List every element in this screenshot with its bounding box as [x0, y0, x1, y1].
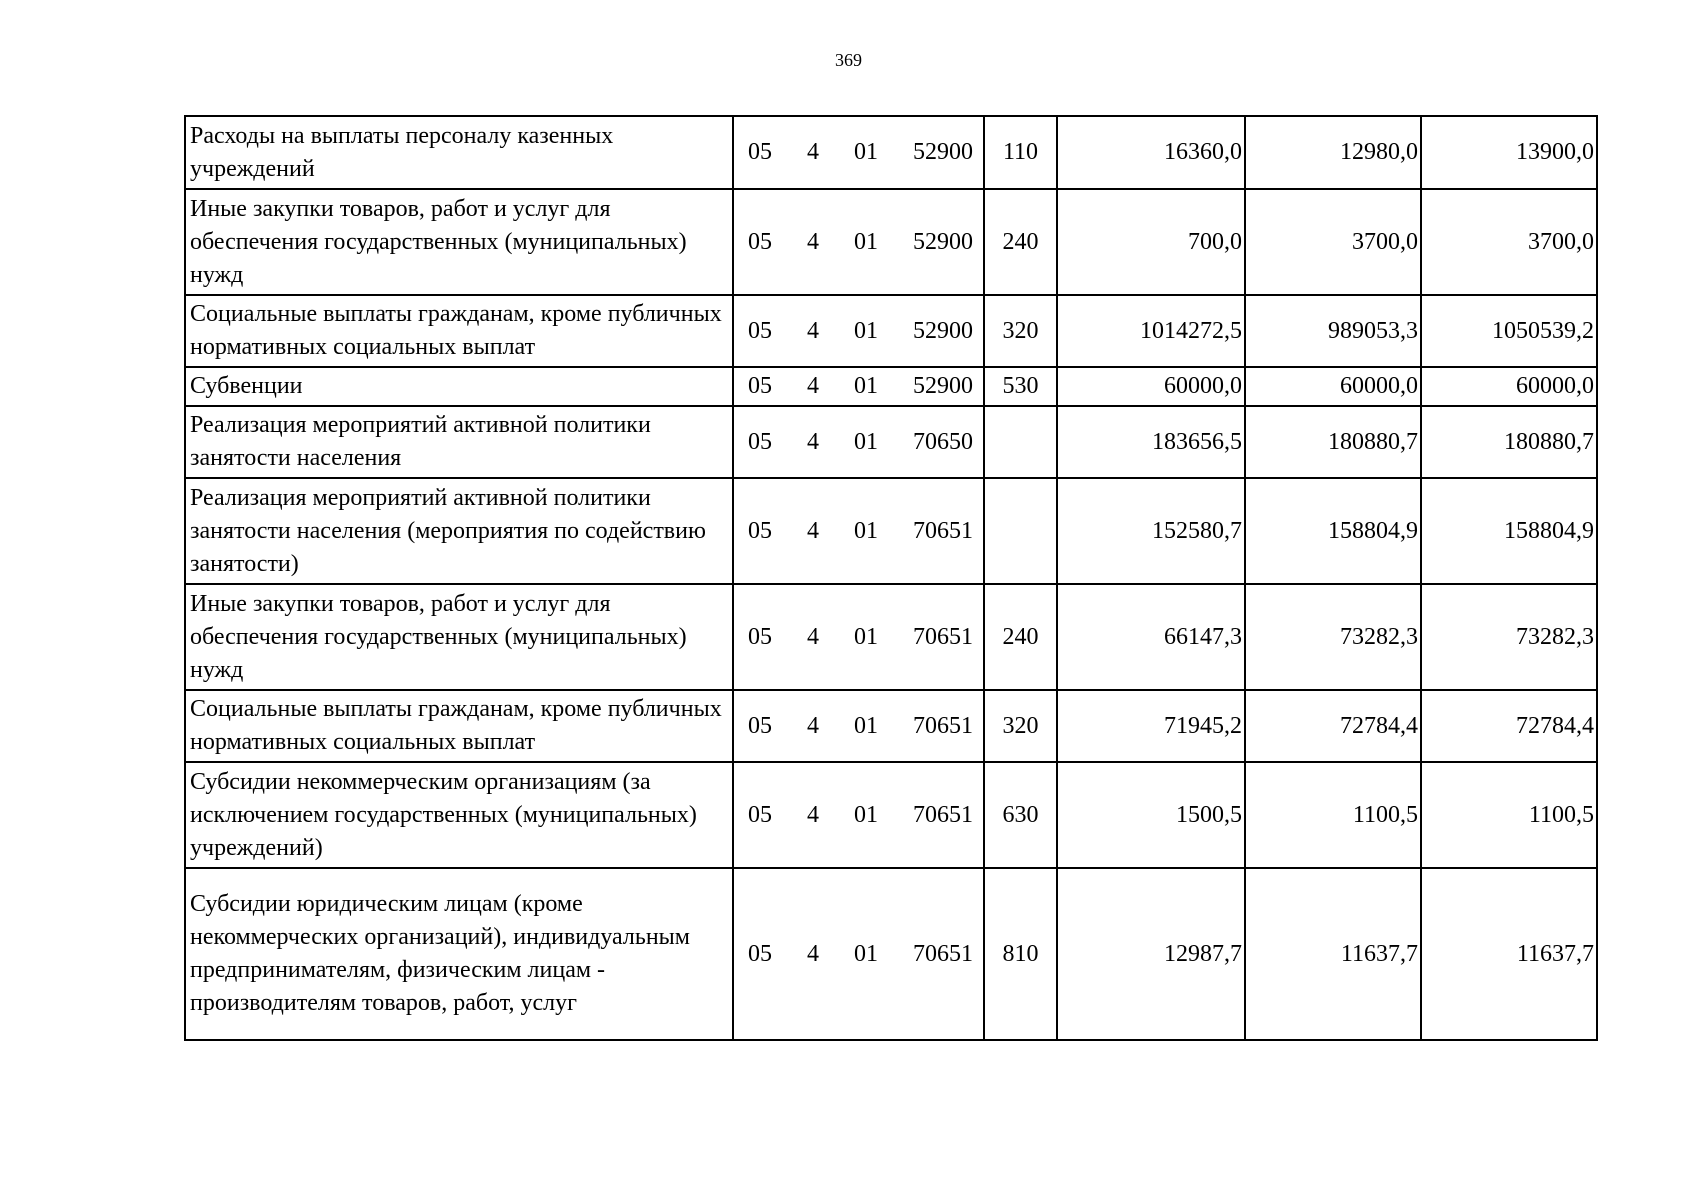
amount-1: 1014272,5: [1057, 295, 1245, 367]
code-part: 05: [748, 373, 772, 399]
expense-type-code: [984, 478, 1057, 584]
table-body: [185, 116, 1597, 1040]
code-part: 4: [807, 801, 819, 828]
table-row: [185, 868, 1597, 1040]
row-name: Расходы на выплаты персоналу казенных учреждений: [185, 116, 733, 189]
code-part: 52900: [913, 228, 973, 255]
table-row: [185, 406, 1597, 478]
code-part: 05: [748, 317, 772, 344]
program-code: [733, 762, 984, 868]
amount-1: 16360,0: [1057, 116, 1245, 189]
amount-1: 60000,0: [1057, 367, 1245, 406]
code-part: 4: [807, 373, 819, 399]
program-code: [733, 406, 984, 478]
amount-2: 989053,3: [1245, 295, 1421, 367]
amount-3: 3700,0: [1421, 189, 1597, 295]
code-part: 05: [748, 712, 772, 739]
row-name: Иные закупки товаров, работ и услуг для обеспечения государственных (муниципальных) нужд: [185, 584, 733, 690]
program-code: [733, 690, 984, 762]
expense-type-code: 240: [984, 584, 1057, 690]
expense-type-code: [984, 406, 1057, 478]
program-code: [733, 116, 984, 189]
amount-2: 1100,5: [1245, 762, 1421, 868]
amount-1: 1500,5: [1057, 762, 1245, 868]
row-name: Субвенции: [185, 367, 733, 406]
amount-3: 1050539,2: [1421, 295, 1597, 367]
program-code: [733, 584, 984, 690]
amount-2: 72784,4: [1245, 690, 1421, 762]
amount-3: 72784,4: [1421, 690, 1597, 762]
amount-2: 158804,9: [1245, 478, 1421, 584]
expense-type-code: 630: [984, 762, 1057, 868]
row-name: Субсидии некоммерческим организациям (за исключением государственных (муниципальных) учреждений): [185, 762, 733, 868]
code-part: 05: [748, 940, 772, 967]
expense-type-code: 240: [984, 189, 1057, 295]
amount-3: 158804,9: [1421, 478, 1597, 584]
code-part: 01: [854, 428, 878, 455]
code-part: 01: [854, 317, 878, 344]
amount-2: 73282,3: [1245, 584, 1421, 690]
table-row: [185, 478, 1597, 584]
expense-type-code: 810: [984, 868, 1057, 1040]
amount-3: 1100,5: [1421, 762, 1597, 868]
code-part: 52900: [913, 317, 973, 344]
expense-type-code: 320: [984, 690, 1057, 762]
code-part: 52900: [913, 139, 973, 165]
budget-table: [184, 115, 1598, 1041]
expense-type-code: 530: [984, 367, 1057, 406]
page-number: 369: [835, 50, 862, 70]
row-name: Социальные выплаты гражданам, кроме публичных нормативных социальных выплат: [185, 690, 733, 762]
code-part: 05: [748, 139, 772, 165]
program-code: [733, 478, 984, 584]
code-part: 01: [854, 712, 878, 739]
program-code: [733, 295, 984, 367]
code-part: 4: [807, 428, 819, 455]
table-row: [185, 762, 1597, 868]
amount-2: 180880,7: [1245, 406, 1421, 478]
table-row: [185, 295, 1597, 367]
code-part: 70651: [913, 712, 973, 739]
code-part: 01: [854, 373, 878, 399]
row-name: Субсидии юридическим лицам (кроме некоммерческих организаций), индивидуальным предпринимателям, физическим лицам - производителям товаров, работ, услуг: [185, 868, 733, 1040]
amount-1: 66147,3: [1057, 584, 1245, 690]
code-part: 52900: [913, 373, 973, 399]
row-name: Социальные выплаты гражданам, кроме публичных нормативных социальных выплат: [185, 295, 733, 367]
table-row: [185, 690, 1597, 762]
row-name: Реализация мероприятий активной политики занятости населения: [185, 406, 733, 478]
program-code: [733, 367, 984, 406]
code-part: 70651: [913, 940, 973, 967]
code-part: 4: [807, 712, 819, 739]
code-part: 01: [854, 940, 878, 967]
expense-type-code: 320: [984, 295, 1057, 367]
amount-1: 12987,7: [1057, 868, 1245, 1040]
amount-3: 73282,3: [1421, 584, 1597, 690]
amount-3: 180880,7: [1421, 406, 1597, 478]
code-part: 05: [748, 517, 772, 544]
program-code: [733, 189, 984, 295]
code-part: 4: [807, 228, 819, 255]
code-part: 05: [748, 801, 772, 828]
row-name: Иные закупки товаров, работ и услуг для обеспечения государственных (муниципальных) нужд: [185, 189, 733, 295]
code-part: 70651: [913, 801, 973, 828]
amount-2: 3700,0: [1245, 189, 1421, 295]
amount-3: 11637,7: [1421, 868, 1597, 1040]
amount-2: 12980,0: [1245, 116, 1421, 189]
amount-3: 60000,0: [1421, 367, 1597, 406]
code-part: 05: [748, 623, 772, 650]
table-row: [185, 116, 1597, 189]
code-part: 05: [748, 228, 772, 255]
expense-type-code: 110: [984, 116, 1057, 189]
table-row: [185, 189, 1597, 295]
program-code: [733, 868, 984, 1040]
code-part: 01: [854, 801, 878, 828]
code-part: 70650: [913, 428, 973, 455]
code-part: 70651: [913, 623, 973, 650]
amount-2: 11637,7: [1245, 868, 1421, 1040]
code-part: 4: [807, 623, 819, 650]
amount-1: 183656,5: [1057, 406, 1245, 478]
code-part: 70651: [913, 517, 973, 544]
table-row: [185, 367, 1597, 406]
code-part: 01: [854, 623, 878, 650]
code-part: 4: [807, 517, 819, 544]
row-name: Реализация мероприятий активной политики занятости населения (мероприятия по содействию занятости): [185, 478, 733, 584]
code-part: 4: [807, 317, 819, 344]
amount-3: 13900,0: [1421, 116, 1597, 189]
amount-1: 71945,2: [1057, 690, 1245, 762]
code-part: 01: [854, 228, 878, 255]
amount-1: 700,0: [1057, 189, 1245, 295]
code-part: 01: [854, 139, 878, 165]
code-part: 4: [807, 940, 819, 967]
amount-2: 60000,0: [1245, 367, 1421, 406]
code-part: 4: [807, 139, 819, 165]
amount-1: 152580,7: [1057, 478, 1245, 584]
code-part: 05: [748, 428, 772, 455]
table-row: [185, 584, 1597, 690]
code-part: 01: [854, 517, 878, 544]
